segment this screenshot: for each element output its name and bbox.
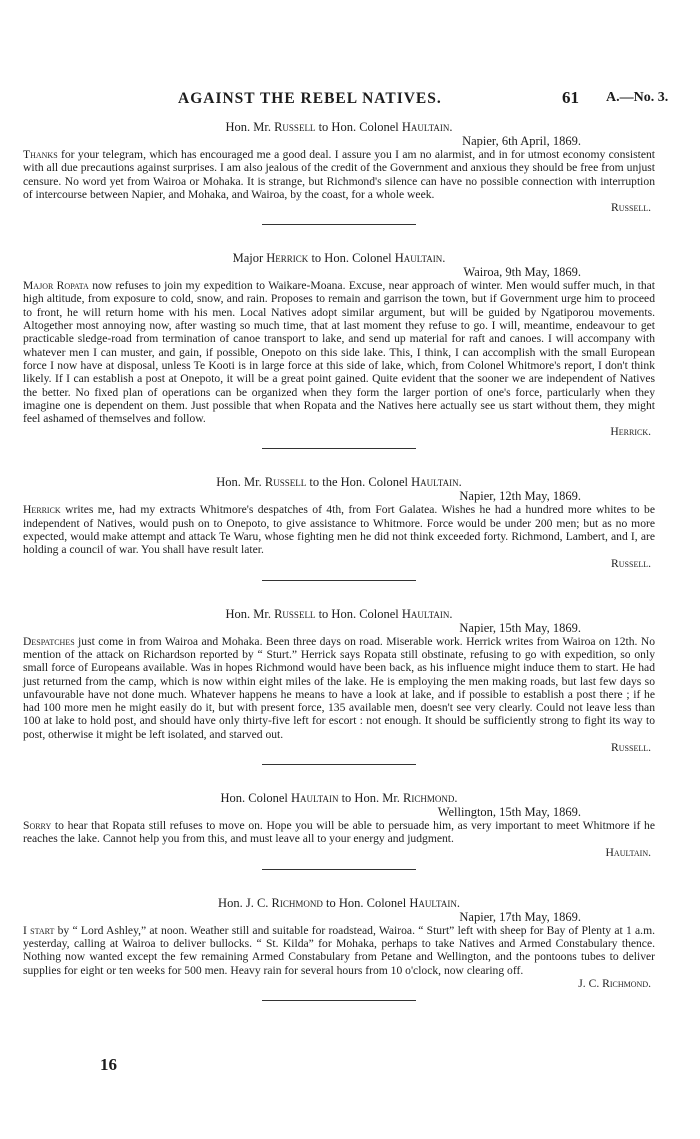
sender-name: Richmond [271,895,323,910]
lead-word: Despatches [23,634,75,648]
lead-word: Sorry [23,819,52,833]
lead-word: Herrick [23,503,61,517]
telegram-heading: Hon. J. C. Richmond to Hon. Colonel Haultain. [218,895,460,910]
recipient-name: Haultain [401,606,450,621]
recipient-name: Richmond [403,791,455,806]
recipient-name: Haultain [411,475,459,490]
sender-name: Herrick [266,251,309,266]
sender-name: Haultain [290,791,339,806]
running-head [0,88,700,112]
recipient-name: Haultain [409,895,457,910]
section-divider [262,869,416,870]
place-date: Napier, 6th April, 1869. [462,134,581,148]
folio-signature-mark: 16 [100,1055,117,1074]
telegram-list [23,120,655,1027]
telegram-heading: Hon. Mr. Russell to the Hon. Colonel Haultain. [216,475,462,490]
signature: J. C. Richmond. [578,976,651,990]
telegram-body: Sorry to hear that Ropata still refuses to move on. Hope you will be able to persuade him, as very important to meet Whitmore if he reaches the lake. Cannot help you from this, and must leave all to your energy and judgment. [23,819,655,846]
section-divider [262,764,416,765]
signature: Russell. [611,741,651,755]
section-divider [262,580,416,581]
paper-reference: A.—No. 3. [606,90,669,105]
place-date: Napier, 17th May, 1869. [459,909,581,924]
signature: Russell. [611,556,651,570]
telegram-body: Thanks for your telegram, which has encouraged me a good deal. I assure you I am no alarmist, and in for utmost economy consistent with all due precautions against surprises. I am also jealous of the credit of the Government and anxious they should be free from unjust censure. No word yet from Wairoa or Mohaka. It is strange, but Richmond's silence can have no possible connection with interruption of intercourse between Napier, and Mohaka, and Wairoa, by the coast, for a whole week. [23,148,655,201]
running-head-title: AGAINST THE REBEL NATIVES. [178,90,442,107]
telegram [23,607,655,765]
telegram [23,791,655,870]
place-date: Wellington, 15th May, 1869. [437,805,581,820]
section-divider [262,224,416,225]
telegram-body: I start by “ Lord Ashley,” at noon. Weather still and suitable for roadstead, Wairoa. “ Sturt” left with sheep for Bay of Plenty at 1 a.m. yesterday, calling at Wairoa to deliver bullocks. “ St. Kilda” for Mohaka, perhaps to take Natives and Armed Constabulary thence. Nothing now wanted except the few remaining Armed Constabulary from Petane and Wellington, and the pontoons tubes to deliver supplies for eight or ten weeks for 500 men. Heavy rain for several hours from 10 o'clock, now clearing off. [23,923,655,977]
telegram-heading: Hon. Colonel Haultain to Hon. Mr. Richmond. [220,791,458,806]
section-divider [262,448,416,449]
section-divider [262,1000,416,1001]
lead-word: Major Ropata [23,279,89,293]
signature: Haultain. [605,845,651,859]
recipient-name: Haultain [394,251,443,266]
lead-word: Thanks [23,148,58,161]
telegram [23,120,655,225]
place-date: Wairoa, 9th May, 1869. [463,265,581,280]
telegram-heading: Hon. Mr. Russell to Hon. Colonel Haultain. [225,606,453,621]
signature: Herrick. [610,425,651,439]
recipient-name: Haultain [401,120,450,134]
telegram-body: Despatches just come in from Wairoa and Mohaka. Been three days on road. Miserable work. Herrick writes from Wairoa on 12th. No mention of the attack on Richardson reported by “ Sturt.” Herrick says Ropata still obstinate, refusing to go with expedition, so only small force of Europeans available. Was in hopes Richmond would have been back, as his influence might induce them to start. He had just returned from the camp, which is now within eight miles of the lake. He is employing the men making roads, but last few days so unfavourable have not done much. Whatever happens he means to have a look at lake, and if possible to establish a post there ; if he had 100 more men he might easily do it, but with present force, 135 available men, doesn't see very clearly. Could not leave less than 100 at lake to hold post, and should have only thirty-five left for escort : not enough. It should be sufficiently strong to fight its way to post, otherwise it might be left isolated, and starved out. [23,634,655,741]
telegram [23,475,655,580]
telegram-heading: Hon. Mr. Russell to Hon. Colonel Haultain. [225,120,453,134]
telegram [23,896,655,1001]
page-number: 61 [562,88,579,107]
telegram-heading: Major Herrick to Hon. Colonel Haultain. [232,251,446,266]
sender-name: Russell [264,475,307,490]
place-date: Napier, 15th May, 1869. [459,620,581,635]
telegram-body: Herrick writes me, had my extracts Whitmore's despatches of 4th, from Fort Galatea. Wishes he had a hundred more whites to be independent of Natives, would push on to Onepoto, to give assistance to Whitmore. Force would be under 200 men; but as no more expected, would make attempt and attack Te Waru, whose fighting men he did not think exceeded forty. Richmond, Lambert, and I, are holding a council of war. You shall have result later. [23,503,655,557]
place-date: Napier, 12th May, 1869. [459,489,581,504]
sender-name: Russell [274,606,316,621]
telegram [23,251,655,449]
telegram-body: Major Ropata now refuses to join my expedition to Waikare-Moana. Excuse, near approach of winter. Men would suffer much, in that high altitude, from exposure to cold, snow, and rain. Proposes to remain and garrison the town, but if Government urge him to proceed to front, he will return home with his men. Local Natives adopt similar argument, but will be guided by Ngatiporou movements. Altogether most annoying now, after wasting so much time, that at last moment they refuse to go. I will, meantime, endeavour to get practicable sledge-road from termination of canoe transport to lake, and send up material for raft and canoes. I will accompany with whatever men I can muster, and gain, if possible, Onepoto on this side lake. This, I think, I can accomplish with the small European force I now have at disposal, unless Te Kooti is in large force at this side of lake, which, from Colonel Whitmore's report, I don't think likely. If I can establish a post at Onepoto, it will be a great point gained. Quite evident that the sooner we are independent of Natives the better. No fixed plan of operations can be organized when they form the larger portion of one's force, particularly when they imagine one is dependent on them. Just possible that when Ropata and the Natives here actually see us start without them, they might feel ashamed of themselves and follow. [23,279,655,426]
signature: Russell. [611,201,651,215]
lead-word: I start [23,923,55,937]
sender-name: Russell [274,120,316,134]
